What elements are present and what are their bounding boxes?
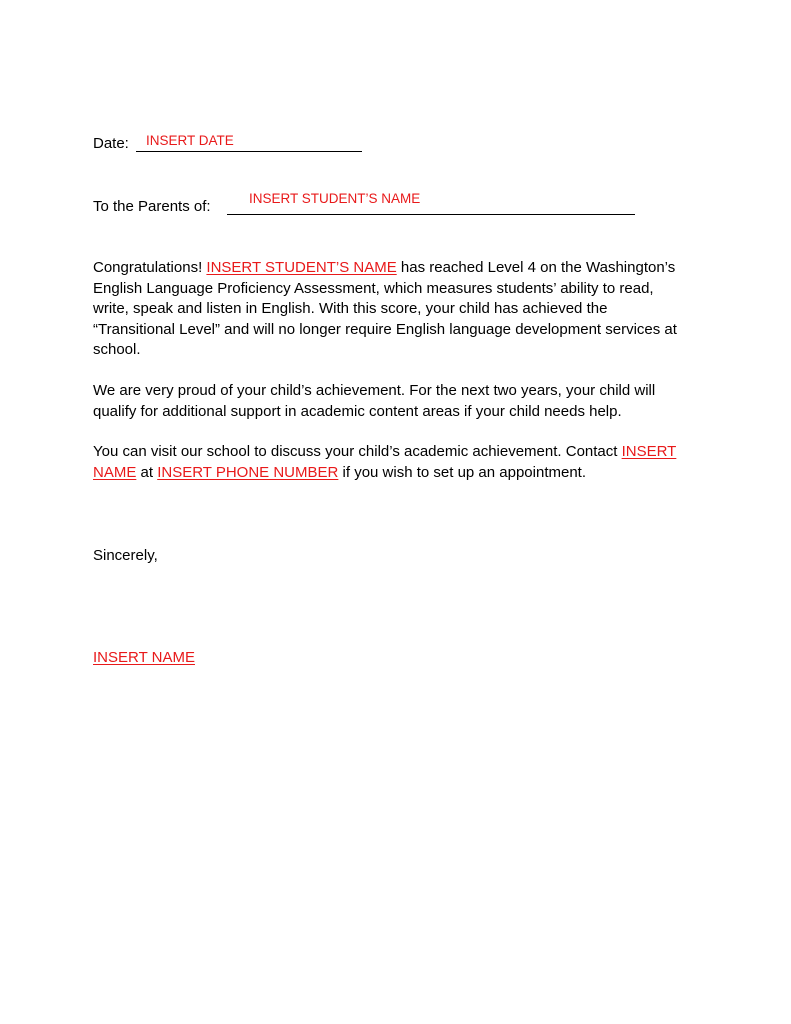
paragraph3-line2 [93,463,703,484]
parents-field-rule [227,214,635,215]
date-placeholder[interactable]: INSERT DATE [146,133,234,148]
paragraph2-line1: We are very proud of your child’s achievement. For the next two years, your child will [93,382,656,399]
paragraph-proud [93,381,703,422]
student-name-inline[interactable]: INSERT STUDENT’S NAME [206,259,397,276]
date-field-rule [136,151,362,152]
paragraph3-tail: if you wish to set up an appointment. [338,463,587,481]
paragraph1-line1 [93,258,703,279]
paragraph2-line2: qualify for additional support in academic content areas if your child needs help. [93,402,622,420]
paragraph1-line5: school. [93,341,141,358]
contact-name-inline-part2[interactable]: NAME [93,463,137,481]
student-name-placeholder[interactable]: INSERT STUDENT’S NAME [249,191,421,206]
signature-name-placeholder[interactable]: INSERT NAME [93,649,195,666]
paragraph1-line2: English Language Proficiency Assessment, which measures students’ ability to read, [93,279,654,297]
paragraph3-lead: You can visit our school to discuss your child’s academic achievement. Contact [93,443,622,460]
signature-name[interactable] [93,648,195,668]
closing-sincerely: Sincerely, [93,547,158,564]
paragraph-visit [93,442,703,483]
paragraph1-lead: Congratulations! [93,259,207,276]
phone-number-inline[interactable]: INSERT PHONE NUMBER [157,463,339,481]
paragraph1-line3: write, speak and listen in English. With this score, your child has achieved the [93,300,608,317]
contact-name-inline-part1[interactable]: INSERT [621,443,677,460]
paragraph1-line1-rest: has reached Level 4 on the Washington’s [396,259,676,276]
parents-label: To the Parents of: [93,198,211,215]
paragraph-congratulations [93,258,703,361]
date-label: Date: [93,135,129,152]
paragraph3-line1 [93,442,703,463]
paragraph3-at: at [136,463,158,481]
paragraph1-line4: “Transitional Level” and will no longer require English language development services at [93,320,677,338]
